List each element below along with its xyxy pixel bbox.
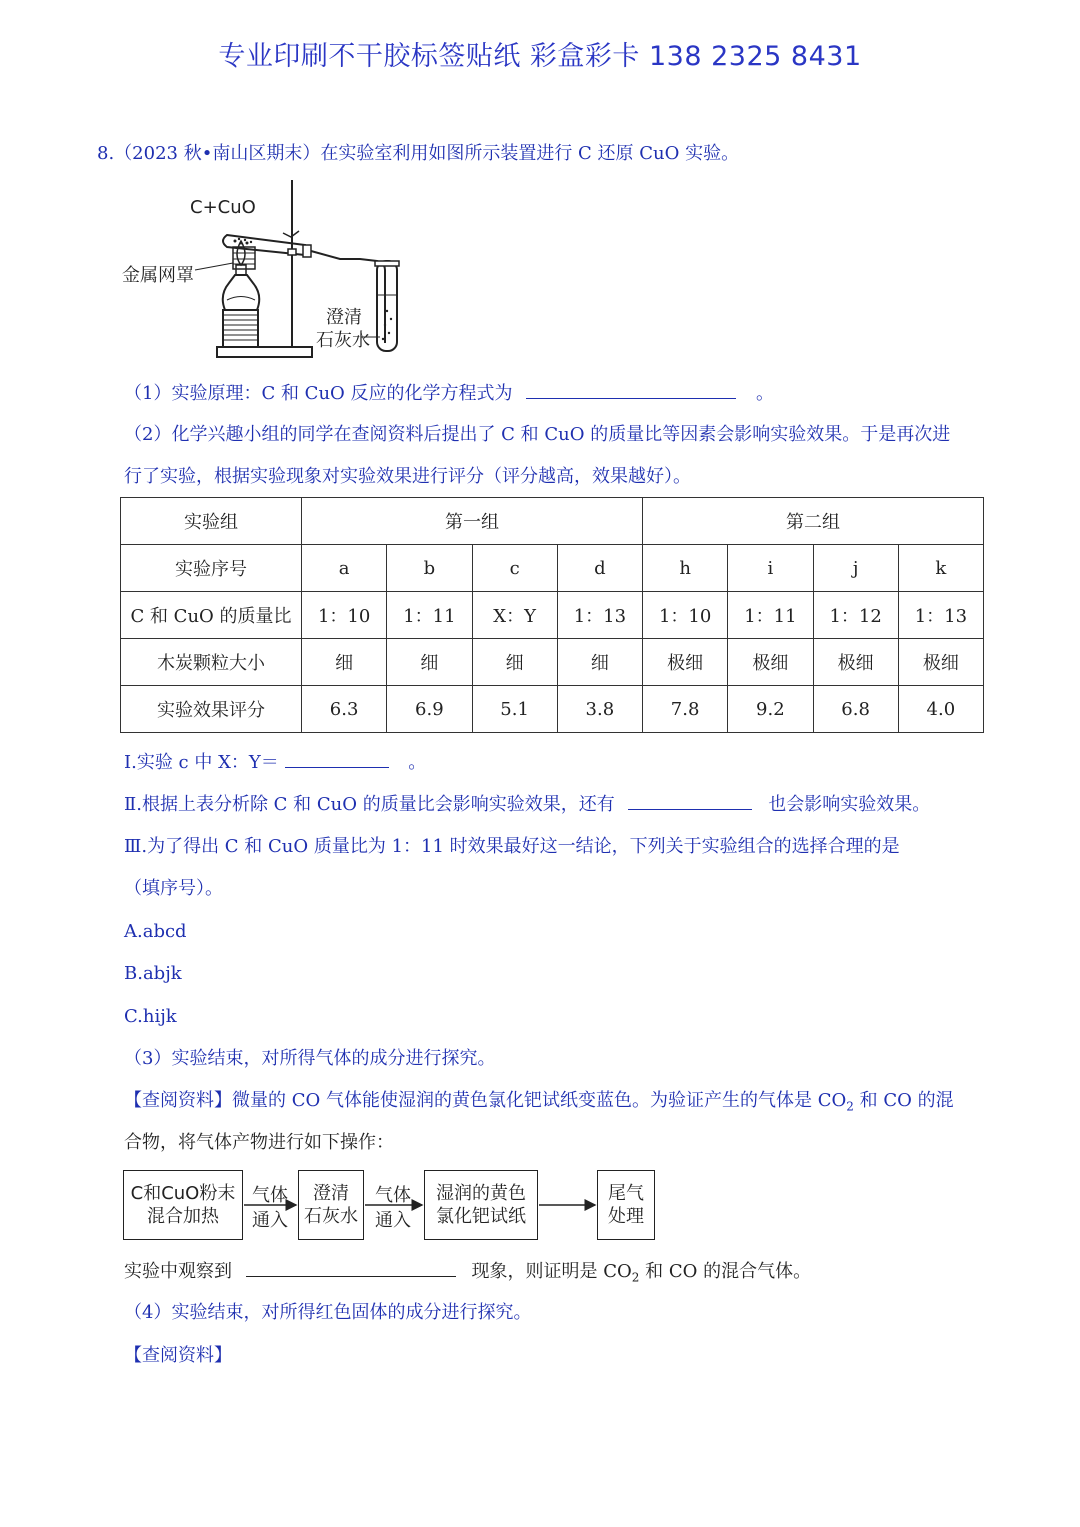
option-b[interactable]: B.abjk	[124, 963, 182, 984]
figure-label-reactants: C+CuO	[190, 197, 256, 218]
table-cell: c	[472, 545, 557, 592]
flow-arrow1-line1: 气体	[252, 1185, 288, 1206]
table-cell: 1：13	[898, 592, 983, 639]
table-cell: d	[557, 545, 642, 592]
sub1-period: 。	[408, 752, 427, 773]
part1-period: 。	[755, 383, 774, 404]
table-cell: 1：12	[813, 592, 898, 639]
figure-label-limewater-2: 石灰水	[316, 330, 370, 351]
figure-label-limewater-1: 澄清	[326, 307, 362, 328]
banner-ad: 专业印刷不干胶标签贴纸 彩盒彩卡 138 2325 8431	[218, 41, 862, 72]
row-label: 实验效果评分	[121, 686, 302, 733]
option-a[interactable]: A.abcd	[124, 921, 187, 942]
observation-line	[124, 1260, 811, 1289]
obs-text-after: 和 CO 的混合气体。	[639, 1261, 812, 1282]
flow-box3-line1: 湿润的黄色	[436, 1183, 526, 1204]
table-cell: 7.8	[643, 686, 728, 733]
table-cell: 1：11	[728, 592, 813, 639]
part1-text: （1）实验原理：C 和 CuO 反应的化学方程式为	[124, 383, 513, 404]
table-header-group2: 第二组	[643, 498, 984, 545]
obs-text-mid: 现象，则证明是 CO	[471, 1261, 632, 1282]
sub2-text: Ⅱ.根据上表分析除 C 和 CuO 的质量比会影响实验效果，还有	[124, 794, 615, 815]
sub3-line1: Ⅲ.为了得出 C 和 CuO 质量比为 1：11 时效果最好这一结论，下列关于实验组合的选择合理的是	[124, 836, 900, 857]
ref-tag-2: 【查阅资料】	[124, 1345, 232, 1366]
sub3-line2: （填序号）。	[124, 878, 223, 899]
flow-box2-line1: 澄清	[313, 1183, 349, 1204]
table-cell: 极细	[728, 639, 813, 686]
table-cell: 1：10	[302, 592, 387, 639]
question-title: 8.（2023 秋•南山区期末）在实验室利用如图所示装置进行 C 还原 CuO 实验。	[97, 143, 740, 164]
flow-box1-line2: 混合加热	[147, 1206, 219, 1227]
part2-line2: 行了实验，根据实验现象对实验效果进行评分（评分越高，效果越好）。	[124, 466, 691, 487]
table-cell: 6.8	[813, 686, 898, 733]
table-cell: 1：13	[557, 592, 642, 639]
table-cell: 细	[557, 639, 642, 686]
table-cell: 6.3	[302, 686, 387, 733]
table-cell: j	[813, 545, 898, 592]
table-cell: 5.1	[472, 686, 557, 733]
flow-box4-line2: 处理	[608, 1206, 644, 1227]
flow-arrow1-line2: 通入	[252, 1210, 288, 1231]
part4-line: （4）实验结束，对所得红色固体的成分进行探究。	[124, 1302, 532, 1323]
sub1-text: Ⅰ.实验 c 中 X：Y＝	[124, 752, 279, 773]
table-cell: 极细	[813, 639, 898, 686]
flow-box4-line1: 尾气	[608, 1183, 644, 1204]
ref-tag: 【查阅资料】	[124, 1090, 232, 1111]
table-cell: 6.9	[387, 686, 472, 733]
option-c[interactable]: C.hijk	[124, 1006, 177, 1027]
table-cell: 9.2	[728, 686, 813, 733]
table-header-group: 实验组	[121, 498, 302, 545]
obs-sub: 2	[631, 1270, 640, 1285]
table-cell: 极细	[643, 639, 728, 686]
obs-text-before: 实验中观察到	[124, 1261, 232, 1282]
table-cell: i	[728, 545, 813, 592]
row-label: 实验序号	[121, 545, 302, 592]
ref-text-b: 和 CO 的混	[853, 1090, 954, 1111]
part2-line1: （2）化学兴趣小组的同学在查阅资料后提出了 C 和 CuO 的质量比等因素会影响实验效果。于是再次进	[124, 424, 951, 445]
flow-box3-line2: 氯化钯试纸	[436, 1206, 526, 1227]
sub2-after: 也会影响实验效果。	[768, 794, 931, 815]
flow-arrow2-line2: 通入	[375, 1210, 411, 1231]
table-cell: 1：11	[387, 592, 472, 639]
table-cell: h	[643, 545, 728, 592]
flow-box2-line2: 石灰水	[304, 1206, 358, 1227]
table-cell: 3.8	[557, 686, 642, 733]
table-cell: 细	[302, 639, 387, 686]
flow-arrow2-line1: 气体	[375, 1185, 411, 1206]
ref-sub: 2	[846, 1099, 854, 1114]
table-cell: 细	[472, 639, 557, 686]
table-cell: b	[387, 545, 472, 592]
table-cell: X：Y	[472, 592, 557, 639]
flow-box1-line1: C和CuO粉末	[130, 1183, 236, 1204]
table-cell: 极细	[898, 639, 983, 686]
table-cell: a	[302, 545, 387, 592]
table-cell: k	[898, 545, 983, 592]
table-header-group1: 第一组	[302, 498, 643, 545]
row-label: 木炭颗粒大小	[121, 639, 302, 686]
table-cell: 细	[387, 639, 472, 686]
table-cell: 4.0	[898, 686, 983, 733]
table-cell: 1：10	[643, 592, 728, 639]
part3-line: （3）实验结束，对所得气体的成分进行探究。	[124, 1048, 496, 1069]
observation-blank[interactable]	[246, 1260, 456, 1277]
figure-label-mesh: 金属网罩	[122, 265, 194, 286]
ref-text-a: 微量的 CO 气体能使湿润的黄色氯化钯试纸变蓝色。为验证产生的气体是 CO	[232, 1090, 847, 1111]
ref-line2: 合物，将气体产物进行如下操作：	[124, 1132, 394, 1153]
row-label: C 和 CuO 的质量比	[121, 592, 302, 639]
